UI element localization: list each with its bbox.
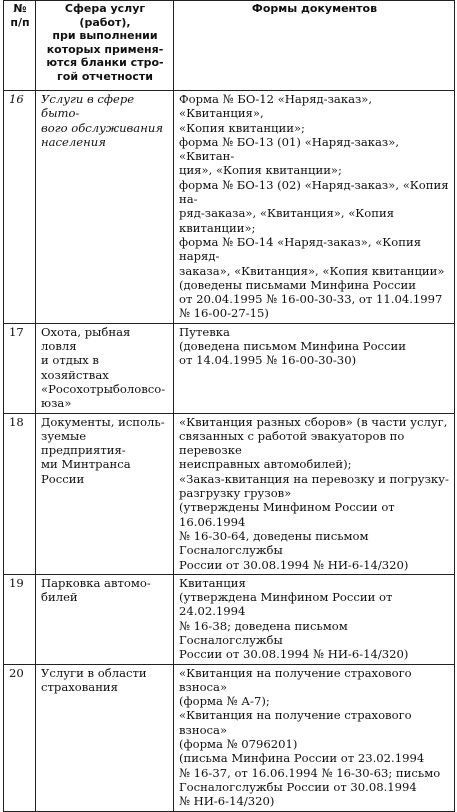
row-number: 20 [4,664,36,811]
row-service: Охота, рыбная ловля и отдых в хозяйствах «Росохотрыболовсо- юза» [36,323,174,413]
row-number: 16 [4,91,36,324]
row-number: 19 [4,574,36,664]
header-document-forms: Формы документов [174,1,455,91]
table-row [4,574,455,664]
forms-table [3,0,455,812]
row-service: Документы, исполь- зуемые предприятия- ми Минтранса России [36,413,174,574]
table-row [4,664,455,811]
table-header-row [4,1,455,91]
row-service: Парковка автомо- билей [36,574,174,664]
header-number: № п/п [4,1,36,91]
row-forms: «Квитанция на получение страхового взноса» (форма № А-7); «Квитанция на получение страхового взноса» (форма № 0796201) (письма Минфина России от 23.02.1994 № 16-37, от 16.06.1994 № 16-30-63; письмо Госналогслужбы России от 30.08.1994 № НИ-6-14/320) [174,664,455,811]
row-forms: Путевка (доведена письмом Минфина России от 14.04.1995 № 16-00-30-30) [174,323,455,413]
table-row [4,91,455,324]
table-row [4,323,455,413]
row-number: 17 [4,323,36,413]
row-service: Услуги в сфере быто- вого обслуживания населения [36,91,174,324]
row-number: 18 [4,413,36,574]
row-forms: «Квитанция разных сборов» (в части услуг, связанных с работой эвакуаторов по перевозке неисправных автомобилей); «Заказ-квитанция на перевозку и погрузку- разгрузку грузов» (утверждены Минфином России от 16.06.1994 № 16-30-64, доведены письмом Госналогслужбы России от 30.08.1994 № НИ-6-14/320) [174,413,455,574]
row-service: Услуги в области страхования [36,664,174,811]
row-forms: Форма № БО-12 «Наряд-заказ», «Квитанция», «Копия квитанции»; форма № БО-13 (01) «Наряд-заказ», «Квитан- ция», «Копия квитанции»; форма № БО-13 (02) «Наряд-заказ», «Копия на- ряд-заказа», «Квитанция», «Копия квитанции»; форма № БО-14 «Наряд-заказ», «Копия наряд- заказа», «Квитанция», «Копия квитанции» (доведены письмами Минфина России от 20.04.1995 № 16-00-30-33, от 11.04.1997 № 16-00-27-15) [174,91,455,324]
row-forms: Квитанция (утверждена Минфином России от 24.02.1994 № 16-38; доведена письмом Госналогслужбы России от 30.08.1994 № НИ-6-14/320) [174,574,455,664]
table-row [4,413,455,574]
header-service-sphere: Сфера услуг (работ), при выполнении которых применя- ются бланки стро- гой отчетности [36,1,174,91]
